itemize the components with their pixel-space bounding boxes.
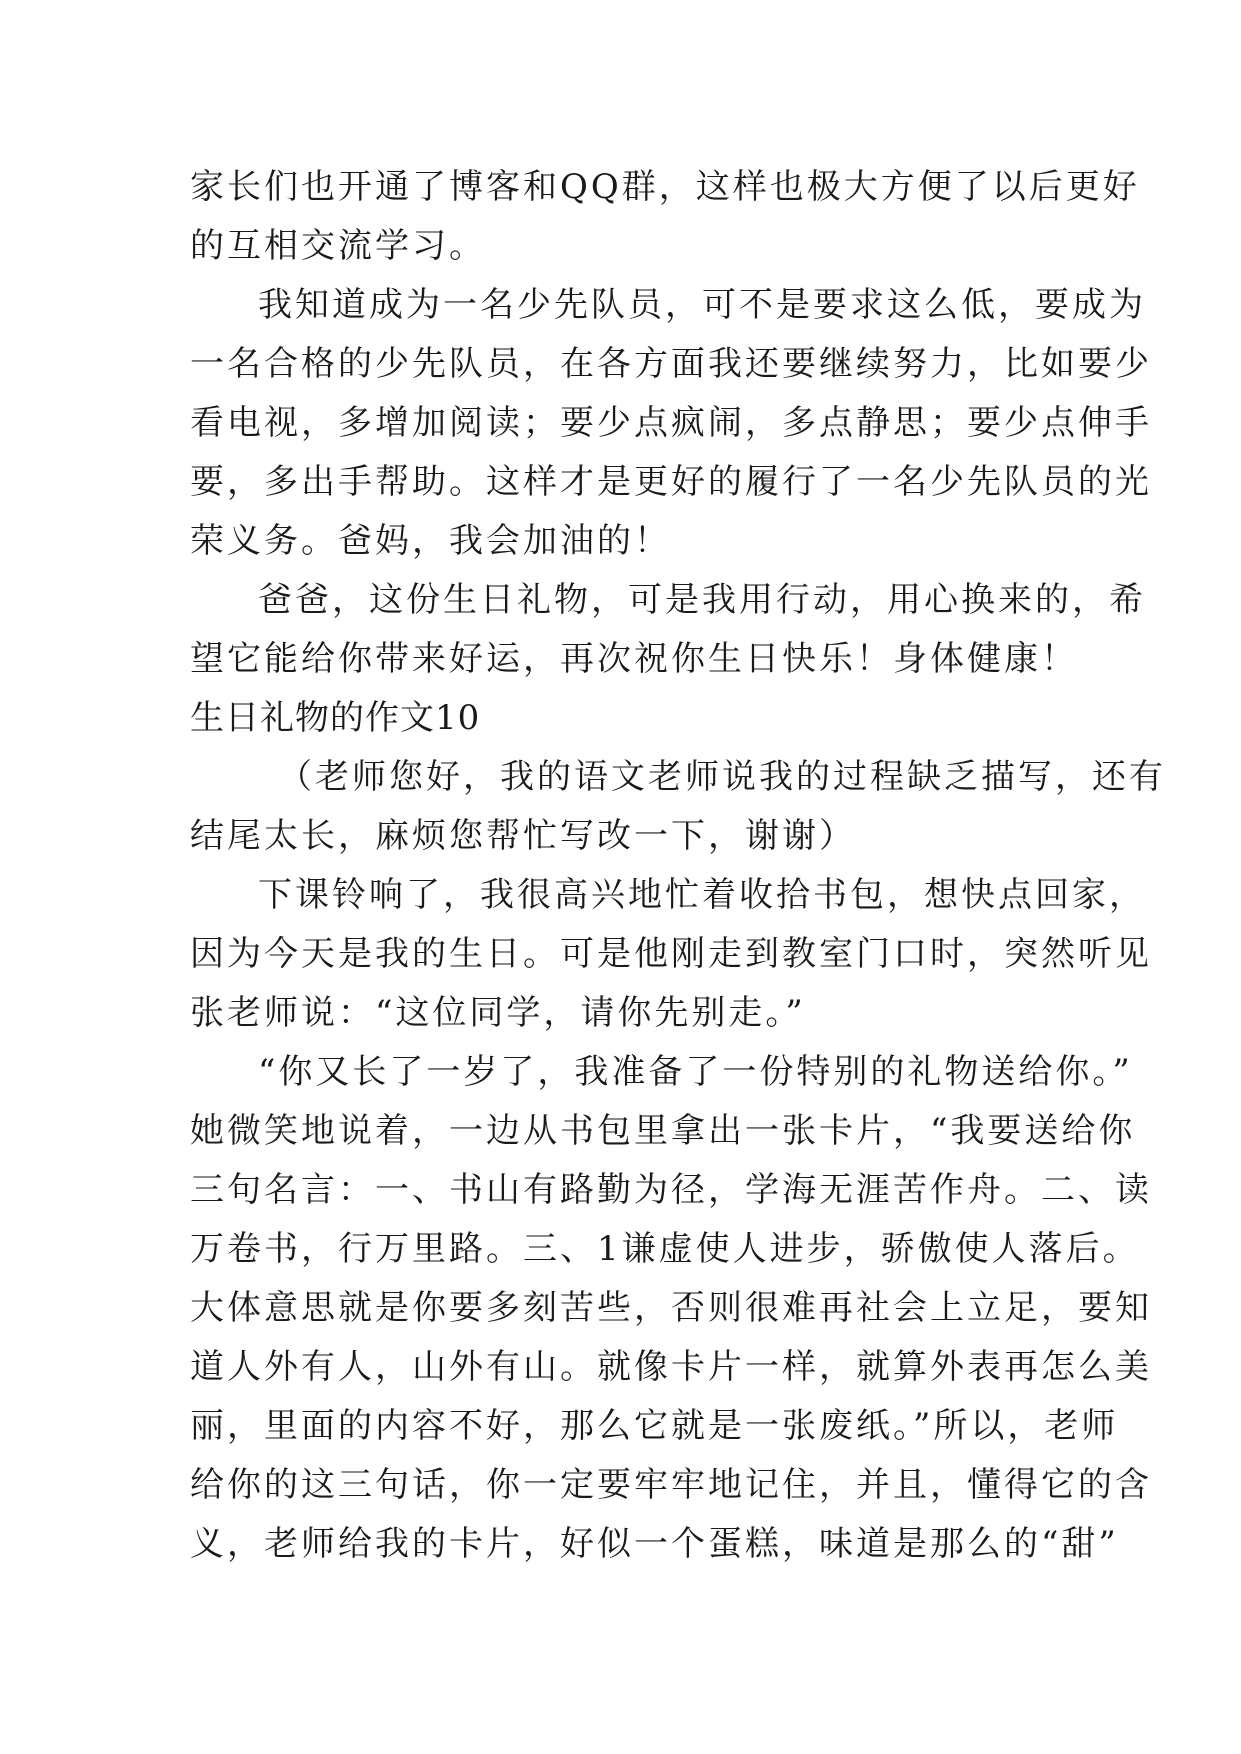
text-line: 的互相交流学习。 bbox=[190, 226, 486, 266]
text-line: 一名合格的少先队员，在各方面我还要继续努力，比如要少 bbox=[190, 344, 1152, 384]
text-line: 荣义务。爸妈，我会加油的！ bbox=[190, 521, 671, 561]
text-line: 看电视，多增加阅读；要少点疯闹，多点静思；要少点伸手 bbox=[190, 403, 1152, 443]
text-line: 要，多出手帮助。这样才是更好的履行了一名少先队员的光 bbox=[190, 462, 1152, 502]
paragraph-start-line: （老师您好，我的语文老师说我的过程缺乏描写，还有 bbox=[278, 757, 1166, 797]
essay-body bbox=[190, 158, 1166, 1574]
text-line: 道人外有人，山外有山。就像卡片一样，就算外表再怎么美 bbox=[190, 1347, 1152, 1387]
text-line: 义，老师给我的卡片，好似一个蛋糕，味道是那么的“甜” bbox=[190, 1524, 1119, 1564]
text-line: 结尾太长，麻烦您帮忙写改一下，谢谢） bbox=[190, 816, 856, 856]
paragraph-start-line: 爸爸，这份生日礼物，可是我用行动，用心换来的，希 bbox=[258, 580, 1146, 620]
text-line: 丽，里面的内容不好，那么它就是一张废纸。”所以，老师 bbox=[190, 1406, 1119, 1446]
text-line: 给你的这三句话，你一定要牢牢地记住，并且，懂得它的含 bbox=[190, 1465, 1152, 1505]
paragraph-start-line: “你又长了一岁了，我准备了一份特别的礼物送给你。” bbox=[258, 1052, 1133, 1092]
paragraph-start-line: 下课铃响了，我很高兴地忙着收拾书包，想快点回家， bbox=[258, 875, 1146, 915]
text-line: 因为今天是我的生日。可是他刚走到教室门口时，突然听见 bbox=[190, 934, 1152, 974]
text-line: 望它能给你带来好运，再次祝你生日快乐！身体健康！ bbox=[190, 639, 1078, 679]
text-line: 三句名言：一、书山有路勤为径，学海无涯苦作舟。二、读 bbox=[190, 1170, 1152, 1210]
section-heading: 生日礼物的作文10 bbox=[190, 698, 481, 738]
text-line: 张老师说：“这位同学，请你先别走。” bbox=[190, 993, 806, 1033]
text-line: 万卷书，行万里路。三、1谦虚使人进步，骄傲使人落后。 bbox=[190, 1229, 1140, 1269]
text-line: 家长们也开通了博客和QQ群，这样也极大方便了以后更好 bbox=[190, 167, 1140, 207]
paragraph-start-line: 我知道成为一名少先队员，可不是要求这么低，要成为 bbox=[258, 285, 1146, 325]
text-line: 大体意思就是你要多刻苦些，否则很难再社会上立足，要知 bbox=[190, 1288, 1152, 1328]
text-line: 她微笑地说着，一边从书包里拿出一张卡片，“我要送给你 bbox=[190, 1111, 1136, 1151]
